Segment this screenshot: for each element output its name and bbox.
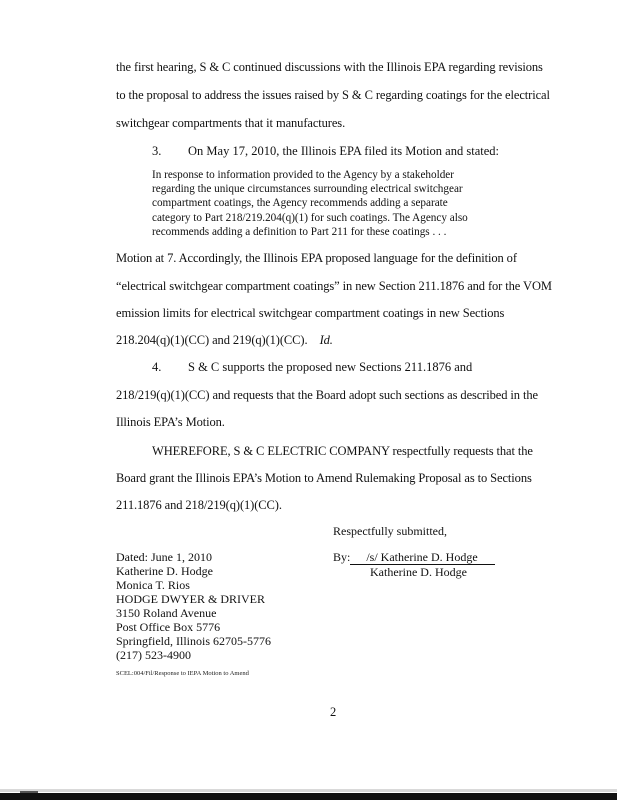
paragraph-line: the first hearing, S & C continued discussions with the Illinois EPA regarding revisions (116, 60, 543, 74)
paragraph-line: 211.1876 and 218/219(q)(1)(CC). (116, 498, 282, 512)
scan-speck (20, 791, 38, 793)
paragraph-line: emission limits for electrical switchgear compartment coatings in new Sections (116, 306, 505, 320)
phone-line: (217) 523-4900 (116, 648, 191, 662)
paragraph-line: switchgear compartments that it manufactures. (116, 116, 346, 130)
paragraph-line (116, 333, 333, 348)
firm-name: HODGE DWYER & DRIVER (116, 592, 265, 606)
paragraph-line: Illinois EPA’s Motion. (116, 415, 225, 429)
paragraph-number: 4. (152, 360, 162, 374)
attorney-name: Katherine D. Hodge (116, 564, 213, 578)
by-label: By: (333, 550, 351, 564)
paragraph-line: to the proposal to address the issues raised by S & C regarding coatings for the electrical (116, 88, 550, 102)
address-line: Post Office Box 5776 (116, 620, 221, 634)
address-line: 3150 Roland Avenue (116, 606, 217, 620)
paragraph-line: “electrical switchgear compartment coatings” in new Section 211.1876 and for the VOM (116, 279, 552, 293)
quote-line: compartment coatings, the Agency recommends adding a separate (152, 197, 448, 210)
quote-line: category to Part 218/219.204(q)(1) for such coatings. The Agency also (152, 211, 468, 224)
page-number: 2 (330, 705, 337, 719)
block-quote (152, 168, 512, 239)
file-reference: SCEL:004/Fil/Response to IEPA Motion to Amend (116, 670, 249, 677)
paragraph-line: On May 17, 2010, the Illinois EPA filed its Motion and stated: (188, 144, 499, 158)
signed-name: /s/ Katherine D. Hodge (350, 550, 495, 565)
typed-name: Katherine D. Hodge (370, 565, 467, 579)
paragraph-number: 3. (152, 144, 162, 158)
attorney-name: Monica T. Rios (116, 578, 190, 592)
quote-line: regarding the unique circumstances surrounding electrical switchgear (152, 183, 463, 196)
counsel-block (116, 550, 271, 662)
address-line: Springfield, Illinois 62705-5776 (116, 634, 271, 648)
scan-edge-bar (0, 793, 617, 800)
dated-line: Dated: June 1, 2010 (116, 550, 212, 564)
paragraph-text: 218.204(q)(1)(CC) and 219(q)(1)(CC). (116, 333, 308, 347)
scan-edge-shade (0, 789, 617, 792)
quote-line: In response to information provided to the Agency by a stakeholder (152, 169, 454, 181)
quote-line: recommends adding a definition to Part 211 for these coatings . . . (152, 225, 447, 238)
citation-id: Id. (319, 333, 333, 347)
paragraph-line: 218/219(q)(1)(CC) and requests that the Board adopt such sections as described in the (116, 388, 538, 402)
paragraph-line: Board grant the Illinois EPA’s Motion to Amend Rulemaking Proposal as to Sections (116, 471, 532, 485)
closing-text: Respectfully submitted, (333, 524, 447, 538)
paragraph-line: S & C supports the proposed new Sections 211.1876 and (188, 360, 473, 374)
paragraph-line: WHEREFORE, S & C ELECTRIC COMPANY respectfully requests that the (152, 444, 533, 458)
signature-line (333, 550, 495, 565)
paragraph-line: Motion at 7. Accordingly, the Illinois EPA proposed language for the definition of (116, 251, 517, 265)
